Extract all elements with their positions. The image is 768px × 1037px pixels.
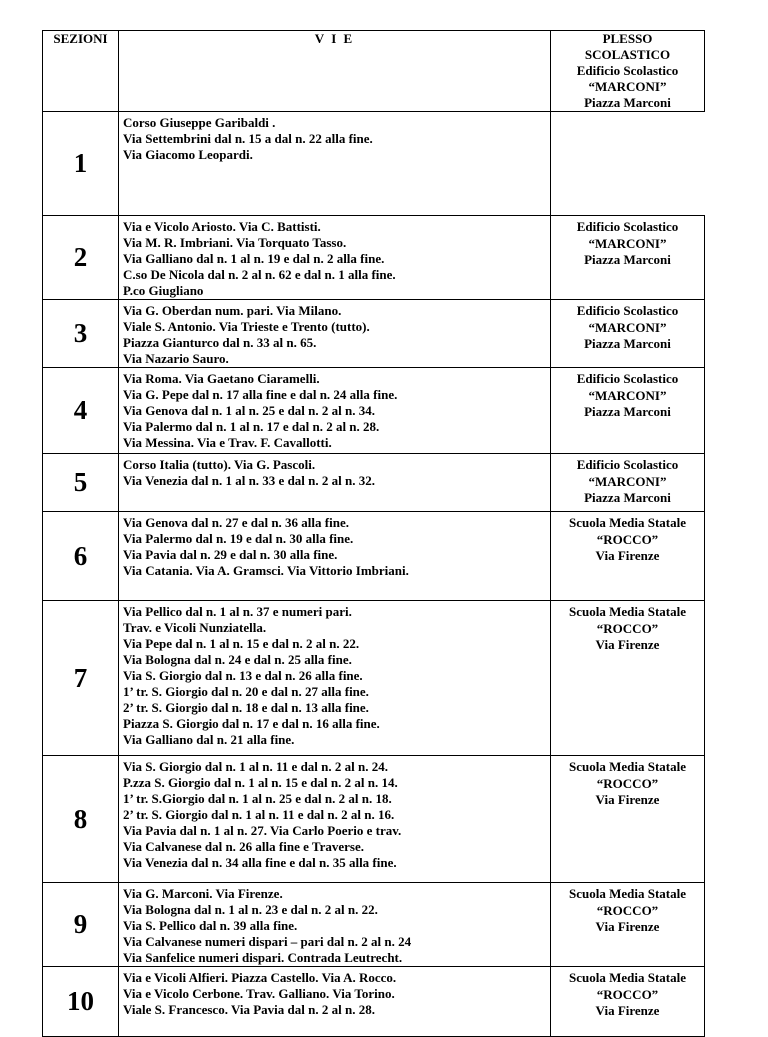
section-number: 9 xyxy=(43,883,119,967)
street-line: Via Bologna dal n. 24 e dal n. 25 alla fine. xyxy=(123,652,352,667)
section-row xyxy=(43,368,705,454)
street-line: Via Calvanese dal n. 26 alla fine e Traverse. xyxy=(123,839,364,854)
plesso-cell xyxy=(551,967,705,1037)
streets-cell xyxy=(119,112,551,216)
plesso-line: Scuola Media Statale xyxy=(569,886,686,901)
plesso-line: Scuola Media Statale xyxy=(569,515,686,530)
street-line: Viale S. Francesco. Via Pavia dal n. 2 al n. 28. xyxy=(123,1002,375,1017)
section-row xyxy=(43,756,705,883)
header-plesso-line: SCOLASTICO xyxy=(584,47,671,62)
plesso-line: Piazza Marconi xyxy=(584,95,671,110)
plesso-line: Scuola Media Statale xyxy=(569,759,686,774)
street-line: Via G. Pepe dal n. 17 alla fine e dal n. 24 alla fine. xyxy=(123,387,398,402)
plesso-cell xyxy=(551,454,705,512)
plesso-line: Via Firenze xyxy=(595,792,660,807)
plesso-cell xyxy=(551,216,705,300)
streets-cell xyxy=(119,300,551,368)
street-line: 1’ tr. S.Giorgio dal n. 1 al n. 25 e dal n. 2 al n. 18. xyxy=(123,791,392,806)
street-line: Via e Vicolo Cerbone. Trav. Galliano. Via Torino. xyxy=(123,986,395,1001)
street-line: Via Palermo dal n. 1 al n. 17 e dal n. 2 al n. 28. xyxy=(123,419,380,434)
street-line: Via e Vicoli Alfieri. Piazza Castello. Via A. Rocco. xyxy=(123,970,397,985)
plesso-cell xyxy=(551,368,705,454)
street-line: Via Palermo dal n. 19 e dal n. 30 alla fine. xyxy=(123,531,354,546)
section-row xyxy=(43,883,705,967)
plesso-line: Edificio Scolastico xyxy=(576,303,679,318)
header-vie: V I E xyxy=(119,31,551,112)
section-number: 5 xyxy=(43,454,119,512)
plesso-line: “MARCONI” xyxy=(588,319,667,335)
plesso-line: Scuola Media Statale xyxy=(569,970,686,985)
streets-cell xyxy=(119,601,551,756)
street-line: Via G. Oberdan num. pari. Via Milano. xyxy=(123,303,342,318)
section-number: 4 xyxy=(43,368,119,454)
street-line: C.so De Nicola dal n. 2 al n. 62 e dal n. 1 alla fine. xyxy=(123,267,396,282)
plesso-line: Via Firenze xyxy=(595,637,660,652)
street-line: 2’ tr. S. Giorgio dal n. 1 al n. 11 e dal n. 2 al n. 16. xyxy=(123,807,395,822)
street-line: 1’ tr. S. Giorgio dal n. 20 e dal n. 27 alla fine. xyxy=(123,684,369,699)
plesso-line: Via Firenze xyxy=(595,1003,660,1018)
section-number: 3 xyxy=(43,300,119,368)
header-row xyxy=(43,31,705,112)
street-line: Via Settembrini dal n. 15 a dal n. 22 alla fine. xyxy=(123,131,373,146)
plesso-cell xyxy=(551,756,705,883)
street-line: Corso Giuseppe Garibaldi . xyxy=(123,115,276,130)
section-number: 8 xyxy=(43,756,119,883)
street-line: Via e Vicolo Ariosto. Via C. Battisti. xyxy=(123,219,321,234)
streets-cell xyxy=(119,512,551,601)
street-line: Via S. Giorgio dal n. 13 e dal n. 26 alla fine. xyxy=(123,668,363,683)
plesso-line: Piazza Marconi xyxy=(584,490,671,505)
plesso-cell xyxy=(551,512,705,601)
section-row xyxy=(43,601,705,756)
plesso-line: “MARCONI” xyxy=(588,387,667,403)
street-line: Via M. R. Imbriani. Via Torquato Tasso. xyxy=(123,235,347,250)
plesso-line: Scuola Media Statale xyxy=(569,604,686,619)
sections-table xyxy=(42,30,705,1037)
plesso-line: “ROCCO” xyxy=(596,775,659,791)
streets-cell xyxy=(119,967,551,1037)
header-sezioni: SEZIONI xyxy=(43,31,119,112)
street-line: Via Pavia dal n. 29 e dal n. 30 alla fine. xyxy=(123,547,338,562)
plesso-line: “MARCONI” xyxy=(588,473,667,489)
section-row xyxy=(43,512,705,601)
plesso-line: Piazza Marconi xyxy=(584,252,671,267)
street-line: Via G. Marconi. Via Firenze. xyxy=(123,886,283,901)
street-line: Via Venezia dal n. 1 al n. 33 e dal n. 2 al n. 32. xyxy=(123,473,375,488)
plesso-line: Edificio Scolastico xyxy=(576,371,679,386)
section-row xyxy=(43,300,705,368)
plesso-line: Via Firenze xyxy=(595,919,660,934)
street-line: Via S. Pellico dal n. 39 alla fine. xyxy=(123,918,298,933)
street-line: Via Venezia dal n. 34 alla fine e dal n. 35 alla fine. xyxy=(123,855,397,870)
street-line: Via Bologna dal n. 1 al n. 23 e dal n. 2 al n. 22. xyxy=(123,902,378,917)
section-row xyxy=(43,216,705,300)
streets-cell xyxy=(119,454,551,512)
street-line: Via Galliano dal n. 1 al n. 19 e dal n. 2 alla fine. xyxy=(123,251,385,266)
plesso-line: Piazza Marconi xyxy=(584,404,671,419)
street-line: P.zza S. Giorgio dal n. 1 al n. 15 e dal n. 2 al n. 14. xyxy=(123,775,398,790)
street-line: Via Messina. Via e Trav. F. Cavallotti. xyxy=(123,435,332,450)
plesso-line: “MARCONI” xyxy=(588,79,667,94)
section-number: 7 xyxy=(43,601,119,756)
plesso-line: Piazza Marconi xyxy=(584,336,671,351)
street-line: Via Pepe dal n. 1 al n. 15 e dal n. 2 al n. 22. xyxy=(123,636,360,651)
street-line: Via Catania. Via A. Gramsci. Via Vittorio Imbriani. xyxy=(123,563,409,578)
streets-cell xyxy=(119,883,551,967)
street-line: 2’ tr. S. Giorgio dal n. 18 e dal n. 13 alla fine. xyxy=(123,700,369,715)
section-number: 6 xyxy=(43,512,119,601)
street-line: Viale S. Antonio. Via Trieste e Trento (tutto). xyxy=(123,319,370,334)
street-line: Piazza S. Giorgio dal n. 17 e dal n. 16 alla fine. xyxy=(123,716,380,731)
plesso-line: “ROCCO” xyxy=(596,531,659,547)
plesso-cell xyxy=(551,300,705,368)
plesso-line: Edificio Scolastico xyxy=(576,63,679,78)
street-line: Piazza Gianturco dal n. 33 al n. 65. xyxy=(123,335,317,350)
street-line: Via Giacomo Leopardi. xyxy=(123,147,253,162)
section-row xyxy=(43,967,705,1037)
section-number: 2 xyxy=(43,216,119,300)
section-number: 1 xyxy=(43,112,119,216)
street-line: Via Sanfelice numeri dispari. Contrada Leutrecht. xyxy=(123,950,403,965)
street-line: Via Pavia dal n. 1 al n. 27. Via Carlo Poerio e trav. xyxy=(123,823,402,838)
header-plesso-line: PLESSO xyxy=(602,31,653,46)
plesso-cell xyxy=(551,883,705,967)
plesso-line: “ROCCO” xyxy=(596,620,659,636)
section-row xyxy=(43,112,705,216)
streets-cell xyxy=(119,756,551,883)
streets-cell xyxy=(119,368,551,454)
street-line: Via Roma. Via Gaetano Ciaramelli. xyxy=(123,371,320,386)
street-line: Corso Italia (tutto). Via G. Pascoli. xyxy=(123,457,316,472)
plesso-line: “MARCONI” xyxy=(588,235,667,251)
street-line: Via Calvanese numeri dispari – pari dal n. 2 al n. 24 xyxy=(123,934,412,949)
street-line: Via Genova dal n. 27 e dal n. 36 alla fine. xyxy=(123,515,349,530)
streets-cell xyxy=(119,216,551,300)
plesso-line: Edificio Scolastico xyxy=(576,219,679,234)
street-line: Trav. e Vicoli Nunziatella. xyxy=(123,620,267,635)
plesso-cell xyxy=(551,601,705,756)
plesso-line: Via Firenze xyxy=(595,548,660,563)
plesso-line: “ROCCO” xyxy=(596,986,659,1002)
street-line: Via S. Giorgio dal n. 1 al n. 11 e dal n. 2 al n. 24. xyxy=(123,759,388,774)
plesso-line: Edificio Scolastico xyxy=(576,457,679,472)
street-line: Via Genova dal n. 1 al n. 25 e dal n. 2 al n. 34. xyxy=(123,403,375,418)
section-number: 10 xyxy=(43,967,119,1037)
street-line: Via Pellico dal n. 1 al n. 37 e numeri pari. xyxy=(123,604,352,619)
section-row xyxy=(43,454,705,512)
header-plesso xyxy=(551,31,705,112)
street-line: Via Nazario Sauro. xyxy=(123,351,229,366)
street-line: P.co Giugliano xyxy=(123,283,204,298)
street-line: Via Galliano dal n. 21 alla fine. xyxy=(123,732,295,747)
plesso-line: “ROCCO” xyxy=(596,902,659,918)
